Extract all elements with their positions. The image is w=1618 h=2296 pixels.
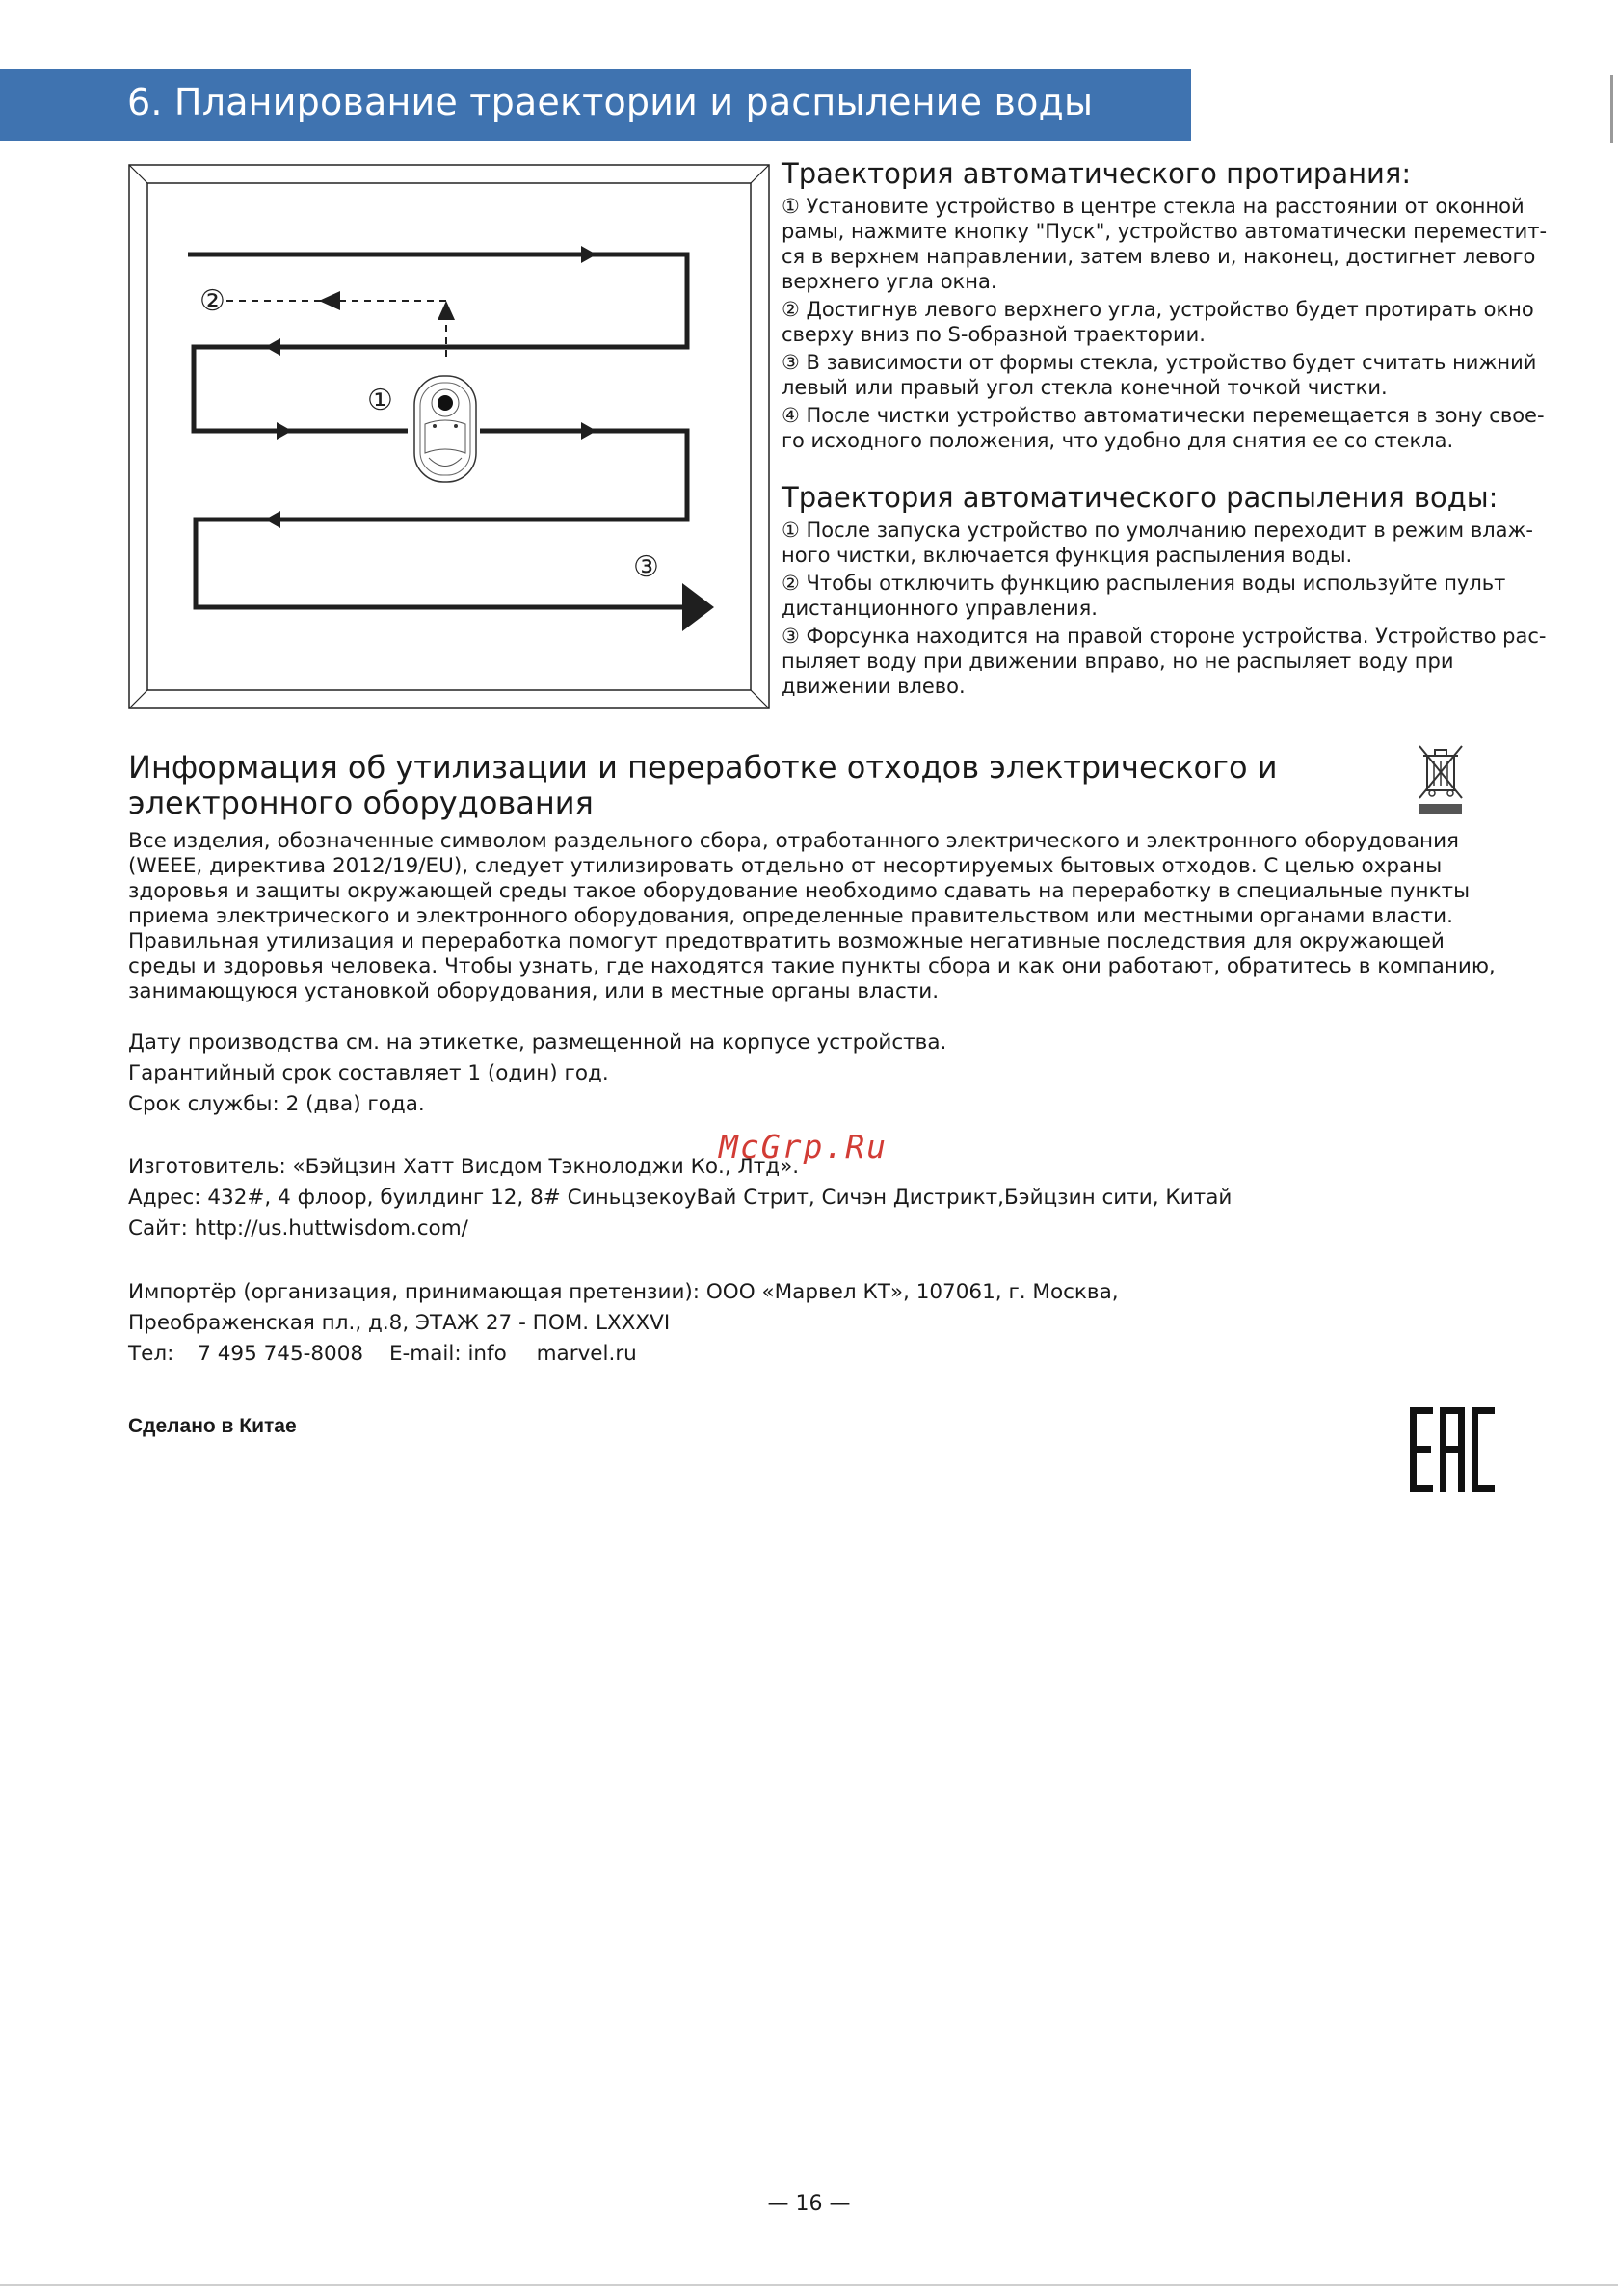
page-edge-mark — [1610, 75, 1613, 143]
contact-line — [128, 1342, 637, 1366]
manufacturer: Изготовитель: «Бэйцзин Хатт Висдом Тэкнолоджи Ко., Лтд». — [128, 1155, 800, 1179]
auto-step-2: ② Достигнув левого верхнего угла, устройство будет протирать окно сверху вниз по S-образной траектории. — [782, 298, 1534, 346]
production-date: Дату производства см. на этикетке, размещенной на корпусе устройства. — [128, 1030, 947, 1055]
auto-step-4: ④ После чистки устройство автоматически перемещается в зону свое-го исходного положения, что удобно для снятия ее со стекла. — [782, 404, 1545, 452]
weee-text: Все изделия, обозначенные символом раздельного сбора, отработанного электрического и электронного оборудования (WEEE, директива 2012/19/EU), следует утилизировать отдельно от несортируемых бытовых отходов. С целью охраны здоровья и защиты окружающей среды такое оборудование необходимо сдавать на переработку в специальные пункты приема электрического и электронного оборудования, определенные правительством или местными органами власти. Правильная утилизация и переработка помогут предотвратить возможные негативные последствия для окружающей среды и здоровья человека. Чтобы узнать, где находятся такие пункты сбора и как они работают, обратитесь в компанию, занимающуюся установкой оборудования, или в местные органы власти. — [128, 829, 1496, 1003]
spray-step-3: ③ Форсунка находится на правой стороне устройства. Устройство рас-пыляет воду при движении вправо, но не распыляет воду при движении влево. — [782, 625, 1547, 698]
spray-trajectory-section — [782, 481, 1562, 702]
robot-icon — [414, 376, 476, 482]
warranty: Гарантийный срок составляет 1 (один) год. — [128, 1061, 609, 1085]
service-life: Срок службы: 2 (два) года. — [128, 1092, 425, 1116]
email-domain: marvel.ru — [536, 1342, 637, 1366]
trajectory-diagram — [128, 164, 770, 709]
made-in-china: Сделано в Китае — [128, 1415, 297, 1437]
marker-2: ② — [199, 284, 225, 318]
importer-line-1: Импортёр (организация, принимающая претензии): ООО «Марвел КТ», 107061, г. Москва, — [128, 1280, 1119, 1304]
spray-step-2: ② Чтобы отключить функцию распыления воды используйте пульт дистанционного управления. — [782, 572, 1506, 620]
auto-step-1: ① Установите устройство в центре стекла на расстоянии от оконной рамы, нажмите кнопку "Пуск", устройство автоматически переместит-ся в верхнем направлении, затем влево и, наконец, достигнет левого верхнего угла окна. — [782, 195, 1548, 293]
auto-trajectory-section — [782, 157, 1562, 456]
address: Адрес: 432#, 4 флоор, буилдинг 12, 8# СиньцзекоуВай Стрит, Сичэн Дистрикт,Бэйцзин сити, Китай — [128, 1186, 1233, 1210]
weee-title: Информация об утилизации и переработке отходов электрического и электронного оборудования — [128, 749, 1278, 821]
end-arrow-head — [682, 583, 714, 631]
marker-3: ③ — [633, 550, 659, 584]
section-title: 6. Планирование траектории и распыление воды — [127, 81, 1094, 123]
watermark: McGrp.Ru — [719, 1128, 888, 1165]
auto-step-3: ③ В зависимости от формы стекла, устройство будет считать нижний левый или правый угол стекла конечной точкой чистки. — [782, 351, 1537, 399]
page-number: — 16 — — [767, 2192, 851, 2216]
phone-label: Тел: — [128, 1342, 174, 1366]
spray-trajectory-title: Траектория автоматического распыления воды: — [782, 481, 1499, 514]
email-label: E-mail: info — [388, 1342, 507, 1366]
footer-rule — [0, 2284, 1618, 2286]
crossed-bin-icon — [1412, 742, 1470, 815]
importer-line-2: Преображенская пл., д.8, ЭТАЖ 27 - ПОМ. LXXXVI — [128, 1311, 671, 1335]
spray-step-1: ① После запуска устройство по умолчанию переходит в режим влаж-ного чистки, включается функция распыления воды. — [782, 519, 1533, 567]
phone-number: 7 495 745-8008 — [198, 1342, 364, 1366]
auto-trajectory-title: Траектория автоматического протирания: — [782, 157, 1412, 190]
eac-mark — [1408, 1405, 1497, 1494]
website: Сайт: http://us.huttwisdom.com/ — [128, 1216, 468, 1241]
marker-1: ① — [367, 384, 393, 417]
